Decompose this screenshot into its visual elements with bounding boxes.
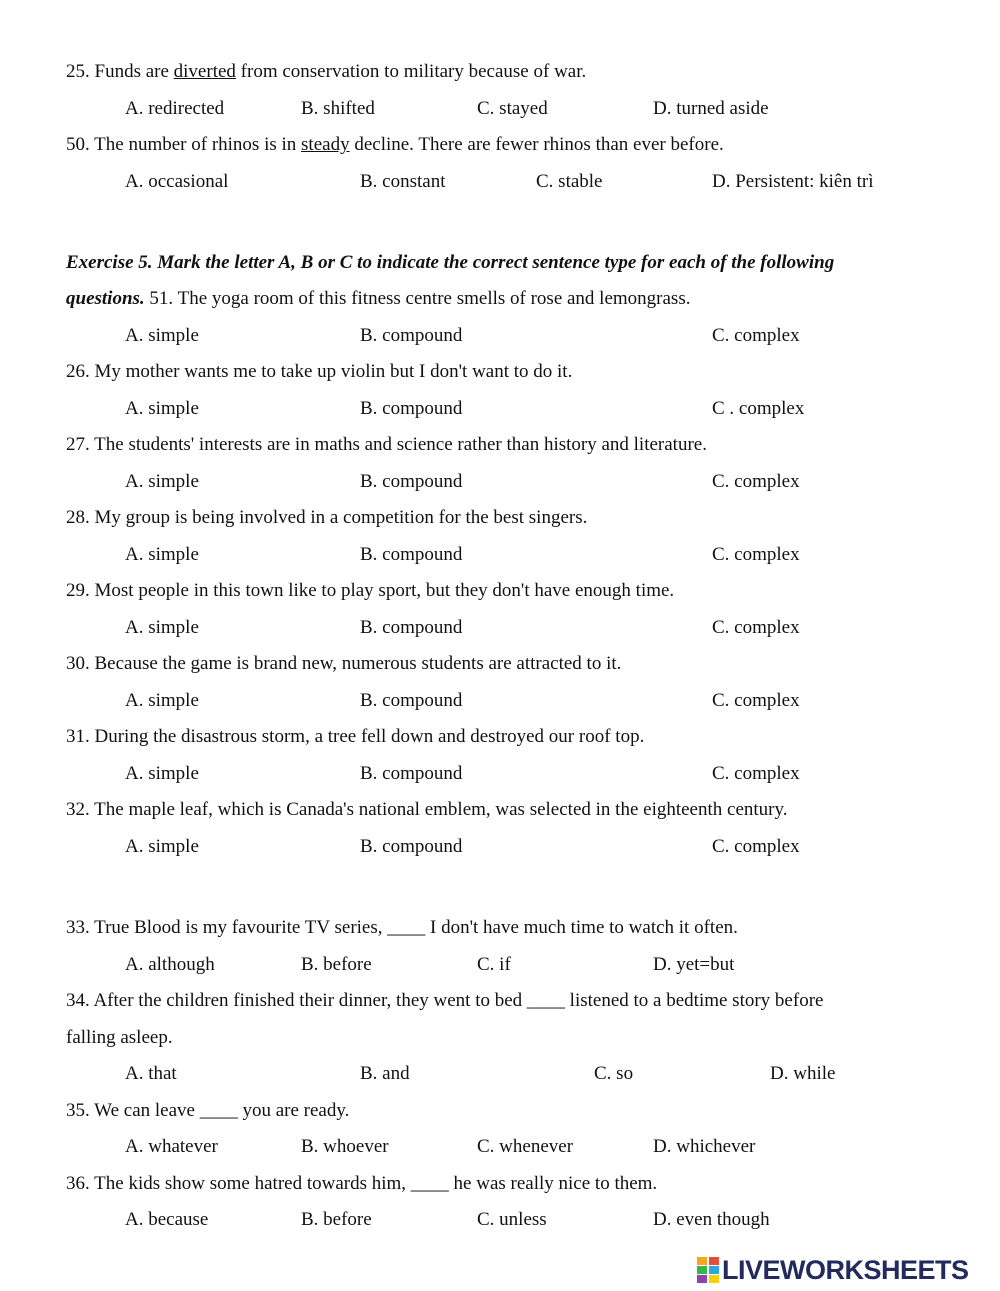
question-50 [66, 133, 724, 157]
option-a[interactable]: A. whatever [125, 1136, 218, 1157]
option-a[interactable]: A. redirected [125, 98, 225, 119]
options-50 [0, 170, 1000, 194]
question-number: 51. [149, 288, 174, 309]
question-number: 29. [66, 580, 90, 601]
question-text: My mother wants me to take up violin but I don't want to do it. [94, 361, 573, 382]
question-51 [66, 287, 690, 311]
question-36 [66, 1172, 657, 1196]
question-text: After the children finished their dinner, they went to bed ____ listened to a bedtime story before [93, 990, 824, 1011]
question-34 [66, 989, 823, 1013]
question-31 [66, 725, 644, 749]
question-number: 28. [66, 507, 90, 528]
question-35 [66, 1099, 349, 1123]
liveworksheets-logo-icon [697, 1257, 719, 1283]
options-33 [0, 953, 1000, 977]
options-35 [0, 1135, 1000, 1159]
option-b[interactable]: B. compound [360, 398, 463, 419]
question-text: The yoga room of this fitness centre smells of rose and lemongrass. [177, 288, 691, 309]
option-c[interactable]: C. if [477, 954, 511, 975]
question-text: from conservation to military because of war. [235, 61, 587, 82]
option-a[interactable]: A. simple [125, 398, 199, 419]
question-text: My group is being involved in a competition for the best singers. [94, 507, 588, 528]
options-30 [0, 689, 1000, 713]
question-25 [66, 60, 586, 84]
option-d[interactable]: D. even though [653, 1209, 770, 1230]
question-text: Funds are [94, 61, 174, 82]
option-d[interactable]: D. Persistent: kiên trì [712, 171, 874, 192]
question-number: 31. [66, 726, 90, 747]
question-text: The kids show some hatred towards him, ____ he was really nice to them. [94, 1173, 658, 1194]
option-b[interactable]: B. before [301, 954, 372, 975]
option-d[interactable]: D. whichever [653, 1136, 756, 1157]
options-32 [0, 835, 1000, 859]
question-number: 27. [66, 434, 90, 455]
option-c[interactable]: C. complex [712, 763, 800, 784]
option-c[interactable]: C. complex [712, 544, 800, 565]
option-a[interactable]: A. although [125, 954, 215, 975]
question-number: 32. [66, 799, 90, 820]
option-a[interactable]: A. that [125, 1063, 177, 1084]
exercise-5-heading: Exercise 5. Mark the letter A, B or C to indicate the correct sentence type for each of the following [66, 252, 835, 273]
question-text: The number of rhinos is in [94, 134, 302, 155]
question-27 [66, 433, 707, 457]
option-a[interactable]: A. simple [125, 471, 199, 492]
option-b[interactable]: B. compound [360, 836, 463, 857]
question-33 [66, 916, 738, 940]
option-b[interactable]: B. compound [360, 471, 463, 492]
option-b[interactable]: B. shifted [301, 98, 375, 119]
option-a[interactable]: A. occasional [125, 171, 229, 192]
question-26 [66, 360, 572, 384]
question-text: True Blood is my favourite TV series, ____ I don't have much time to watch it often. [94, 917, 738, 938]
option-c[interactable]: C. so [594, 1063, 634, 1084]
options-28 [0, 543, 1000, 567]
question-text: The maple leaf, which is Canada's national emblem, was selected in the eighteenth century. [94, 799, 788, 820]
question-number: 30. [66, 653, 90, 674]
question-text: During the disastrous storm, a tree fell down and destroyed our roof top. [94, 726, 645, 747]
option-b[interactable]: B. compound [360, 690, 463, 711]
question-number: 35. [66, 1100, 90, 1121]
option-a[interactable]: A. because [125, 1209, 209, 1230]
option-c[interactable]: C. unless [477, 1209, 547, 1230]
underlined-word: diverted [173, 61, 236, 82]
option-b[interactable]: B. whoever [301, 1136, 389, 1157]
option-a[interactable]: A. simple [125, 544, 199, 565]
question-text: Most people in this town like to play sport, but they don't have enough time. [94, 580, 675, 601]
option-c[interactable]: C. complex [712, 690, 800, 711]
option-a[interactable]: A. simple [125, 325, 199, 346]
option-c[interactable]: C. complex [712, 325, 800, 346]
option-c[interactable]: C. stayed [477, 98, 548, 119]
logo-text: LIVEWORKSHEETS [722, 1254, 969, 1285]
exercise-5-heading-end: questions. [66, 288, 145, 309]
question-number: 33. [66, 917, 90, 938]
options-26 [0, 397, 1000, 421]
question-29 [66, 579, 674, 603]
question-number: 26. [66, 361, 90, 382]
option-b[interactable]: B. and [360, 1063, 410, 1084]
option-b[interactable]: B. compound [360, 325, 463, 346]
options-27 [0, 470, 1000, 494]
option-b[interactable]: B. compound [360, 763, 463, 784]
option-b[interactable]: B. compound [360, 617, 463, 638]
question-30 [66, 652, 621, 676]
question-32 [66, 798, 788, 822]
options-25 [0, 97, 1000, 121]
question-number: 25. [66, 61, 90, 82]
question-number: 34. [66, 990, 90, 1011]
option-a[interactable]: A. simple [125, 690, 199, 711]
question-28 [66, 506, 587, 530]
option-b[interactable]: B. before [301, 1209, 372, 1230]
option-c[interactable]: C. complex [712, 471, 800, 492]
question-text: We can leave ____ you are ready. [94, 1100, 350, 1121]
options-31 [0, 762, 1000, 786]
option-a[interactable]: A. simple [125, 763, 199, 784]
question-number: 50. [66, 134, 90, 155]
option-c[interactable]: C. whenever [477, 1136, 574, 1157]
question-text: decline. There are fewer rhinos than ever before. [349, 134, 724, 155]
options-29 [0, 616, 1000, 640]
liveworksheets-logo [697, 1256, 969, 1284]
option-d[interactable]: D. turned aside [653, 98, 769, 119]
option-b[interactable]: B. compound [360, 544, 463, 565]
option-a[interactable]: A. simple [125, 836, 199, 857]
options-51 [0, 324, 1000, 348]
question-text: Because the game is brand new, numerous students are attracted to it. [94, 653, 622, 674]
options-34 [0, 1062, 1000, 1086]
question-text: The students' interests are in maths and science rather than history and literature. [94, 434, 707, 455]
option-a[interactable]: A. simple [125, 617, 199, 638]
option-b[interactable]: B. constant [360, 171, 446, 192]
underlined-word: steady [301, 134, 350, 155]
option-c[interactable]: C . complex [712, 398, 805, 419]
option-d[interactable]: D. yet=but [653, 954, 735, 975]
options-36 [0, 1208, 1000, 1232]
question-number: 36. [66, 1173, 90, 1194]
option-d[interactable]: D. while [770, 1063, 836, 1084]
option-c[interactable]: C. stable [536, 171, 603, 192]
option-c[interactable]: C. complex [712, 836, 800, 857]
option-c[interactable]: C. complex [712, 617, 800, 638]
question-34-continued: falling asleep. [66, 1027, 173, 1048]
